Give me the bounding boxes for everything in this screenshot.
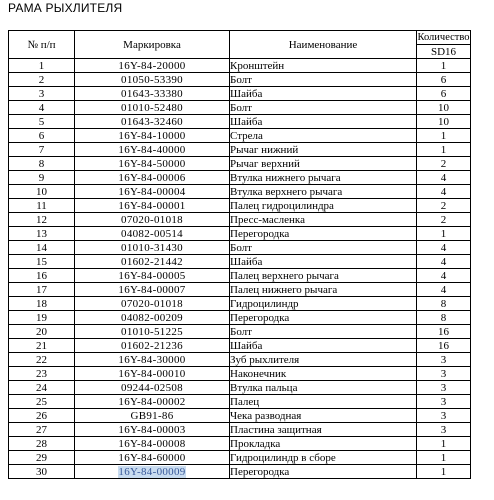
- row-number-cell: 19: [9, 311, 75, 325]
- part-marking-cell: 16Y-84-00007: [75, 283, 230, 297]
- table-row: [9, 297, 471, 311]
- quantity-cell: 1: [417, 437, 471, 451]
- row-number-cell: 25: [9, 395, 75, 409]
- part-name-cell: Болт: [230, 73, 417, 87]
- part-name-cell: Втулка пальца: [230, 381, 417, 395]
- part-name-cell: Шайба: [230, 255, 417, 269]
- row-number-cell: 8: [9, 157, 75, 171]
- quantity-cell: 3: [417, 381, 471, 395]
- row-number-cell: 27: [9, 423, 75, 437]
- row-number-cell: 9: [9, 171, 75, 185]
- quantity-cell: 1: [417, 59, 471, 73]
- part-marking-cell: 01010-52480: [75, 101, 230, 115]
- header-quantity: Количество: [417, 31, 470, 43]
- part-name-cell: Пресс-масленка: [230, 213, 417, 227]
- row-number-cell: 2: [9, 73, 75, 87]
- part-name-cell: Рычаг нижний: [230, 143, 417, 157]
- part-marking-cell: 04082-00514: [75, 227, 230, 241]
- table-row: [9, 143, 471, 157]
- part-marking-cell: 01602-21442: [75, 255, 230, 269]
- table-row: [9, 325, 471, 339]
- part-name-cell: Гидроцилиндр: [230, 297, 417, 311]
- row-number-cell: 12: [9, 213, 75, 227]
- part-name-cell: Шайба: [230, 87, 417, 101]
- part-marking-cell: 16Y-84-00005: [75, 269, 230, 283]
- parts-table: [8, 30, 471, 479]
- row-number-cell: 4: [9, 101, 75, 115]
- part-name-cell: Наконечник: [230, 367, 417, 381]
- row-number-cell: 3: [9, 87, 75, 101]
- part-name-cell: Шайба: [230, 339, 417, 353]
- quantity-cell: 3: [417, 353, 471, 367]
- table-row: [9, 269, 471, 283]
- part-name-cell: Пластина защитная: [230, 423, 417, 437]
- row-number-cell: 24: [9, 381, 75, 395]
- quantity-cell: 1: [417, 465, 471, 479]
- part-name-cell: Зуб рыхлителя: [230, 353, 417, 367]
- part-marking-cell: 16Y-84-60000: [75, 451, 230, 465]
- table-row: [9, 381, 471, 395]
- table-row: [9, 59, 471, 73]
- row-number-cell: 22: [9, 353, 75, 367]
- part-name-cell: Перегородка: [230, 227, 417, 241]
- table-row: [9, 409, 471, 423]
- quantity-cell: 16: [417, 325, 471, 339]
- row-number-cell: 1: [9, 59, 75, 73]
- part-name-cell: Втулка верхнего рычага: [230, 185, 417, 199]
- table-row: [9, 213, 471, 227]
- part-marking-cell: 16Y-84-00004: [75, 185, 230, 199]
- table-row: [9, 115, 471, 129]
- quantity-cell: 1: [417, 129, 471, 143]
- part-name-cell: Перегородка: [230, 311, 417, 325]
- quantity-cell: 2: [417, 199, 471, 213]
- table-row: [9, 395, 471, 409]
- header-row: [9, 31, 471, 45]
- part-name-cell: Шайба: [230, 115, 417, 129]
- table-row: [9, 367, 471, 381]
- part-name-cell: Стрела: [230, 129, 417, 143]
- quantity-cell: 3: [417, 367, 471, 381]
- row-number-cell: 11: [9, 199, 75, 213]
- document-title: РАМА РЫХЛИТЕЛЯ: [8, 1, 123, 15]
- part-marking-cell: 09244-02508: [75, 381, 230, 395]
- row-number-cell: 30: [9, 465, 75, 479]
- quantity-cell: 4: [417, 185, 471, 199]
- quantity-cell: 4: [417, 171, 471, 185]
- quantity-cell: 3: [417, 423, 471, 437]
- row-number-cell: 14: [9, 241, 75, 255]
- row-number-cell: 7: [9, 143, 75, 157]
- table-row: [9, 465, 471, 479]
- part-marking-cell: 07020-01018: [75, 297, 230, 311]
- row-number-cell: 28: [9, 437, 75, 451]
- part-marking-cell: 16Y-84-00003: [75, 423, 230, 437]
- quantity-cell: 8: [417, 297, 471, 311]
- table-header: [9, 31, 471, 59]
- row-number-cell: 18: [9, 297, 75, 311]
- part-marking-cell: 01643-33380: [75, 87, 230, 101]
- part-marking-cell: 01643-32460: [75, 115, 230, 129]
- quantity-cell: 6: [417, 87, 471, 101]
- quantity-cell: 1: [417, 227, 471, 241]
- row-number-cell: 6: [9, 129, 75, 143]
- quantity-cell: 8: [417, 311, 471, 325]
- table-body: [9, 59, 471, 479]
- table-row: [9, 101, 471, 115]
- table-row: [9, 311, 471, 325]
- table-row: [9, 353, 471, 367]
- part-name-cell: Палец верхнего рычага: [230, 269, 417, 283]
- table-row: [9, 157, 471, 171]
- table-row: [9, 451, 471, 465]
- table-row: [9, 241, 471, 255]
- part-marking-cell: 16Y-84-00008: [75, 437, 230, 451]
- quantity-cell: 6: [417, 73, 471, 87]
- table-row: [9, 423, 471, 437]
- header-number: № п/п: [9, 31, 75, 59]
- quantity-cell: 10: [417, 115, 471, 129]
- part-marking-cell: [75, 465, 230, 479]
- part-marking-cell: 16Y-84-00002: [75, 395, 230, 409]
- part-marking-cell: 04082-00209: [75, 311, 230, 325]
- part-name-cell: Втулка нижнего рычага: [230, 171, 417, 185]
- part-name-cell: Гидроцилиндр в сборе: [230, 451, 417, 465]
- part-marking-cell: 01602-21236: [75, 339, 230, 353]
- quantity-cell: 2: [417, 157, 471, 171]
- part-marking-cell: 01050-53390: [75, 73, 230, 87]
- part-marking-cell: 16Y-84-40000: [75, 143, 230, 157]
- table-row: [9, 437, 471, 451]
- table-row: [9, 171, 471, 185]
- row-number-cell: 23: [9, 367, 75, 381]
- part-marking-cell: 07020-01018: [75, 213, 230, 227]
- part-name-cell: Прокладка: [230, 437, 417, 451]
- part-name-cell: Палец: [230, 395, 417, 409]
- part-marking-cell: 16Y-84-50000: [75, 157, 230, 171]
- quantity-cell: 3: [417, 395, 471, 409]
- row-number-cell: 15: [9, 255, 75, 269]
- part-name-cell: Чека разводная: [230, 409, 417, 423]
- quantity-cell: 3: [417, 409, 471, 423]
- table-row: [9, 339, 471, 353]
- header-model: SD16: [417, 45, 471, 59]
- row-number-cell: 10: [9, 185, 75, 199]
- selected-text-highlight: 16Y-84-00009: [118, 465, 186, 478]
- row-number-cell: 26: [9, 409, 75, 423]
- quantity-cell: 4: [417, 283, 471, 297]
- quantity-cell: 4: [417, 241, 471, 255]
- quantity-cell: 4: [417, 269, 471, 283]
- header-marking: Маркировка: [75, 31, 230, 59]
- table-row: [9, 185, 471, 199]
- part-name-cell: Перегородка: [230, 465, 417, 479]
- table-row: [9, 199, 471, 213]
- part-marking-cell: 01010-51225: [75, 325, 230, 339]
- part-name-cell: Рычаг верхний: [230, 157, 417, 171]
- part-marking-cell: GB91-86: [75, 409, 230, 423]
- table-row: [9, 283, 471, 297]
- quantity-cell: 16: [417, 339, 471, 353]
- table-row: [9, 227, 471, 241]
- part-name-cell: Болт: [230, 101, 417, 115]
- row-number-cell: 20: [9, 325, 75, 339]
- part-marking-cell: 16Y-84-30000: [75, 353, 230, 367]
- quantity-cell: 1: [417, 451, 471, 465]
- part-marking-cell: 16Y-84-10000: [75, 129, 230, 143]
- table-row: [9, 129, 471, 143]
- part-marking-cell: 16Y-84-00001: [75, 199, 230, 213]
- quantity-cell: 1: [417, 143, 471, 157]
- quantity-cell: 10: [417, 101, 471, 115]
- part-name-cell: Кронштейн: [230, 59, 417, 73]
- row-number-cell: 29: [9, 451, 75, 465]
- row-number-cell: 17: [9, 283, 75, 297]
- part-name-cell: Палец нижнего рычага: [230, 283, 417, 297]
- part-name-cell: Болт: [230, 325, 417, 339]
- quantity-cell: 4: [417, 255, 471, 269]
- part-name-cell: Палец гидроцилиндра: [230, 199, 417, 213]
- row-number-cell: 5: [9, 115, 75, 129]
- part-marking-cell: 16Y-84-00006: [75, 171, 230, 185]
- row-number-cell: 16: [9, 269, 75, 283]
- table-row: [9, 73, 471, 87]
- row-number-cell: 21: [9, 339, 75, 353]
- part-marking-cell: 16Y-84-00010: [75, 367, 230, 381]
- part-marking-cell: 16Y-84-20000: [75, 59, 230, 73]
- row-number-cell: 13: [9, 227, 75, 241]
- part-name-cell: Болт: [230, 241, 417, 255]
- header-name: Наименование: [230, 31, 417, 59]
- table-row: [9, 255, 471, 269]
- part-marking-cell: 01010-31430: [75, 241, 230, 255]
- table-row: [9, 87, 471, 101]
- quantity-cell: 2: [417, 213, 471, 227]
